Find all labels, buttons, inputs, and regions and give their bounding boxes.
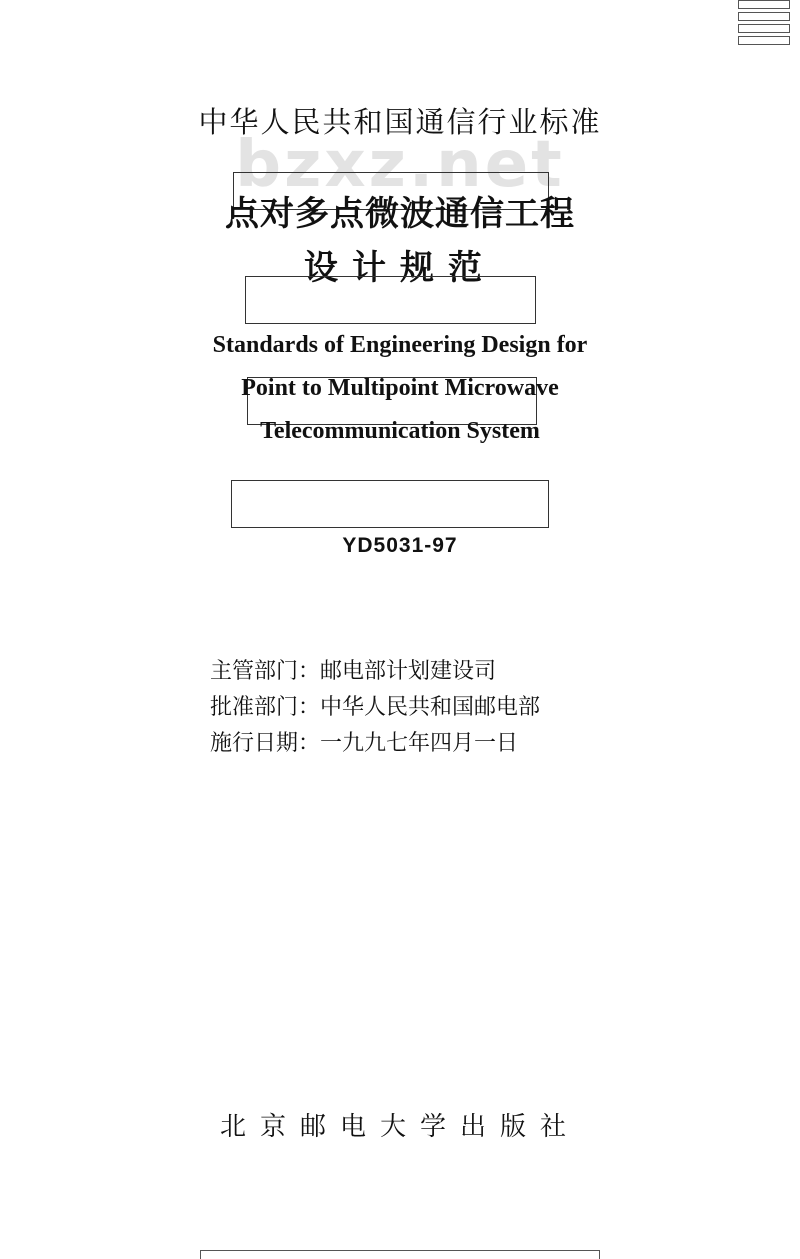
mark-box (738, 0, 790, 9)
document-title-line2: 设计规范 (304, 248, 496, 288)
english-title-line1: Standards of Engineering Design for (212, 332, 588, 358)
watermark: bzxz.net (235, 128, 565, 202)
document-title-line1: 点对多点微波通信工程 (225, 194, 575, 234)
standard-code: YD5031-97 (342, 534, 458, 557)
standard-header: 中华人民共和国通信行业标准 (198, 105, 602, 139)
department-line: 主管部门：邮电部计划建设司 (210, 659, 497, 684)
english-title-line3: Telecommunication System (260, 418, 540, 444)
blank-frame-1 (245, 276, 536, 324)
top-right-marks (738, 0, 790, 48)
publisher: 北京邮电大学出版社 (219, 1112, 580, 1142)
effective-date-line: 施行日期：一九九七年四月一日 (210, 731, 519, 756)
mark-box (738, 12, 790, 21)
mark-box (738, 24, 790, 33)
footer-strip (200, 1250, 600, 1259)
mark-box (738, 36, 790, 45)
blank-frame-3 (231, 480, 549, 528)
approval-line: 批准部门：中华人民共和国邮电部 (210, 695, 541, 720)
meta-block (210, 654, 540, 762)
english-title-line2: Point to Multipoint Microwave (241, 375, 559, 401)
